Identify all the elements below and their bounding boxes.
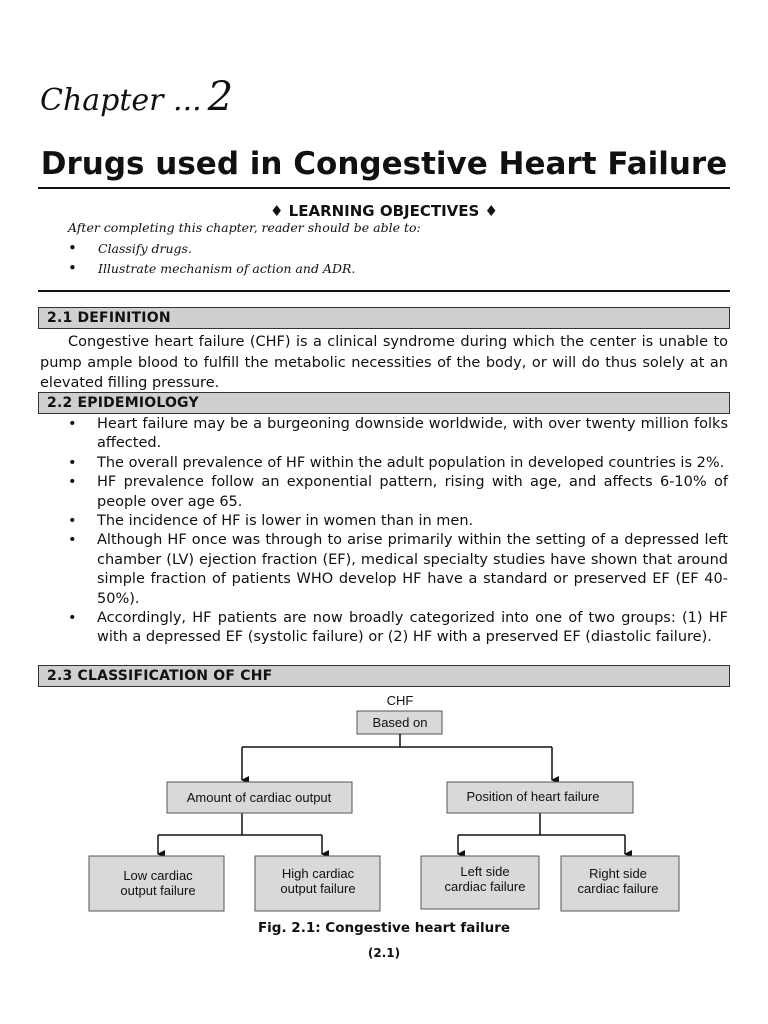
heart-failure-position-label: Position of heart failure — [466, 789, 600, 804]
low-output-label-line1: Low cardiac — [123, 868, 193, 883]
epidemiology-list — [68, 415, 728, 648]
page-number: (2.1) — [367, 946, 401, 960]
left-side-label-line1: Left side — [460, 864, 510, 879]
chf-classification-diagram — [0, 690, 768, 915]
list-item: • Accordingly, HF patients are now broadly categorized into one of two groups: (1) HF with a depressed EF (systolic failure) or (2) HF with a preserved EF (diastolic failure). — [68, 609, 728, 648]
list-item: • The incidence of HF is lower in women than in men. — [68, 512, 728, 531]
chapter-number: 2 — [207, 74, 234, 120]
objectives-list — [68, 241, 355, 281]
cardiac-output-label: Amount of cardiac output — [186, 790, 332, 805]
objectives-heading: ♦ LEARNING OBJECTIVES ♦ — [269, 202, 499, 220]
high-output-label-line2: output failure — [280, 881, 356, 896]
based-on-label: Based on — [372, 715, 428, 730]
high-output-label-line1: High cardiac — [281, 866, 355, 881]
section-heading-classification: 2.3 CLASSIFICATION OF CHF — [38, 665, 730, 687]
low-output-label-line2: output failure — [120, 883, 196, 898]
chapter-label: Chapter ... — [40, 83, 202, 118]
section-heading-epidemiology: 2.2 EPIDEMIOLOGY — [38, 392, 730, 414]
list-item: • Heart failure may be a burgeoning downside worldwide, with over twenty million folks affected. — [68, 415, 728, 454]
list-item: • Although HF once was through to arise primarily within the setting of a depressed left chamber (LV) ejection fraction (EF), medical specialty studies have shown that around simple fraction of patients WHO develop HF have a standard or preserved EF (EF 40-50%). — [68, 531, 728, 609]
objectives-divider — [38, 290, 730, 292]
diagram-root-label: CHF — [386, 693, 414, 708]
objectives-intro: After completing this chapter, reader should be able to: — [68, 220, 421, 235]
title-divider — [38, 187, 730, 189]
right-side-label-line2: cardiac failure — [577, 881, 659, 896]
left-side-label-line2: cardiac failure — [444, 879, 526, 894]
section-heading-definition: 2.1 DEFINITION — [38, 307, 730, 329]
objective-item: • Illustrate mechanism of action and ADR. — [68, 261, 355, 281]
definition-paragraph: Congestive heart failure (CHF) is a clinical syndrome during which the center is unable to pump ample blood to fulfill the metabolic necessities of the body, or will do thus solely at an elevated filling pressure. — [40, 334, 728, 391]
chapter-heading — [40, 74, 233, 120]
list-item: • HF prevalence follow an exponential pattern, rising with age, and affects 6-10% of people over age 65. — [68, 473, 728, 512]
objective-item: • Classify drugs. — [68, 241, 355, 261]
list-item: • The overall prevalence of HF within the adult population in developed countries is 2%. — [68, 454, 728, 473]
figure-caption: Fig. 2.1: Congestive heart failure — [257, 920, 511, 936]
right-side-label-line1: Right side — [589, 866, 647, 881]
page-title: Drugs used in Congestive Heart Failure — [40, 146, 728, 182]
